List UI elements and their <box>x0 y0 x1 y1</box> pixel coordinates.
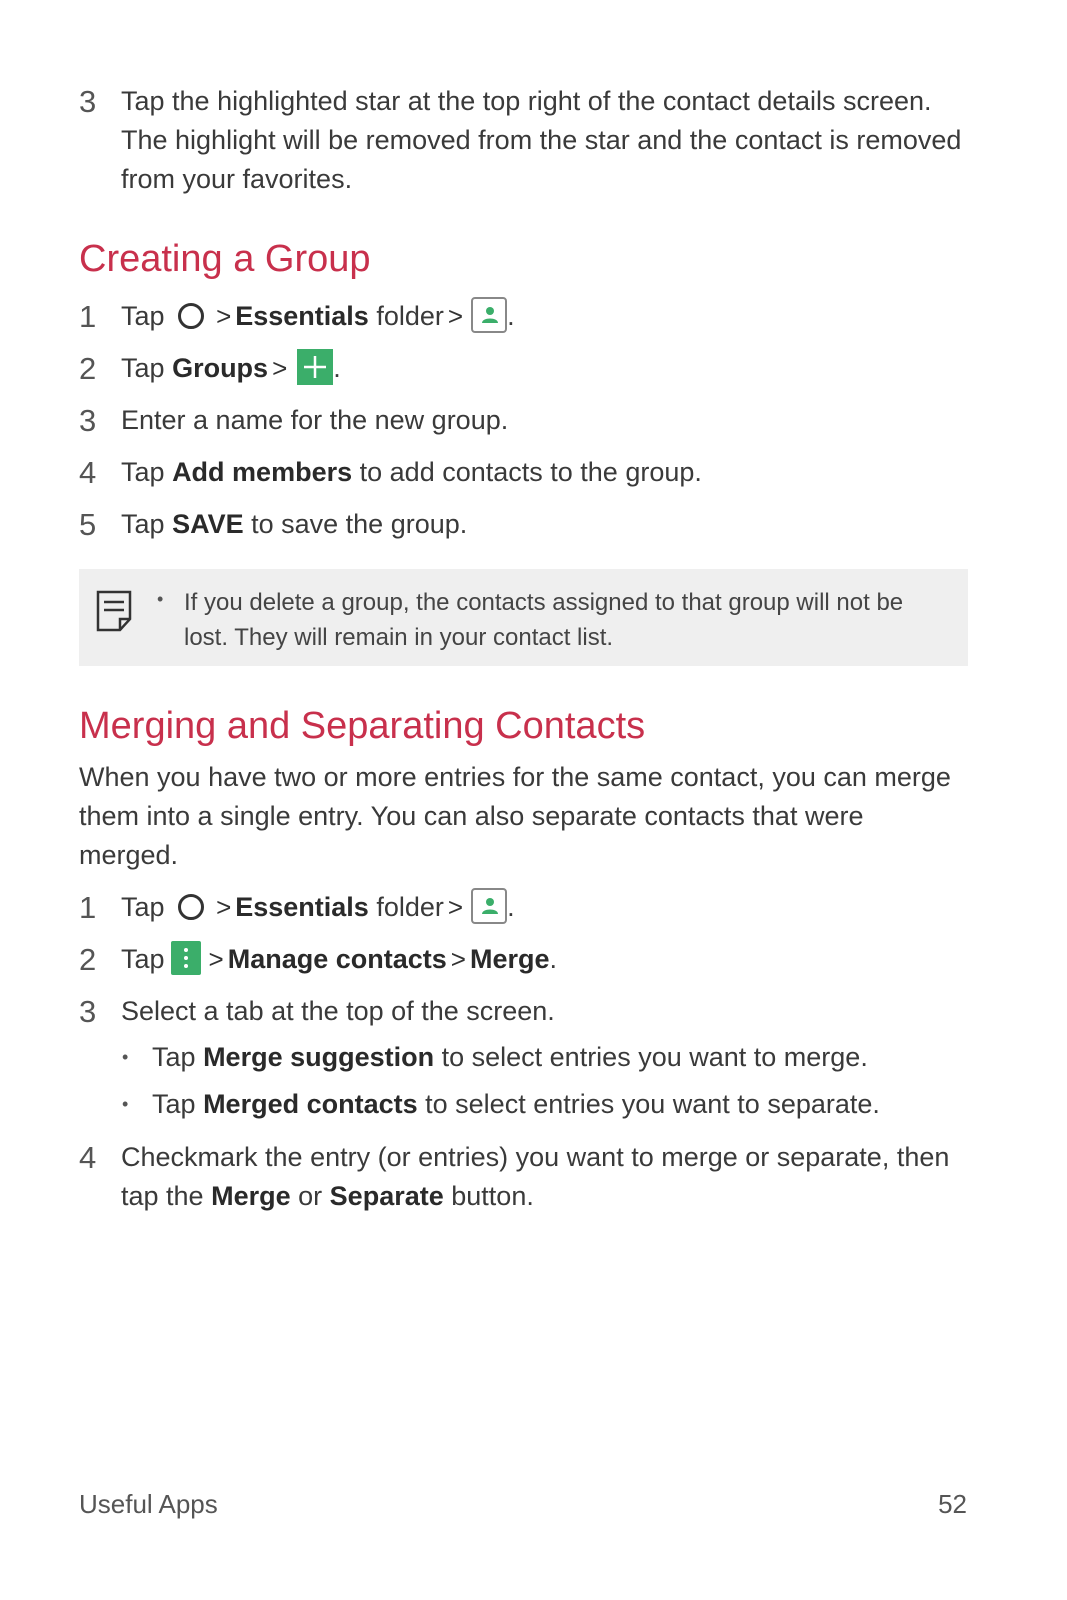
group-step-1: 1 Tap > Essentials folder > . <box>79 299 515 334</box>
group-step-4 <box>79 453 972 492</box>
chevron-right-icon: > <box>208 944 224 974</box>
section-title-creating-group: Creating a Group <box>79 238 371 280</box>
more-options-icon <box>171 941 201 975</box>
step-text: folder <box>376 301 444 332</box>
step-number: 3 <box>79 84 97 119</box>
chevron-right-icon: > <box>447 892 464 923</box>
contacts-app-icon <box>471 297 507 333</box>
page-number: 52 <box>938 1489 967 1519</box>
step-text: Enter a name for the new group. <box>121 405 509 435</box>
step-number: 1 <box>79 890 97 925</box>
step-bold: Add members <box>172 457 353 487</box>
step-text: or <box>298 1181 323 1211</box>
step-text: Tap <box>121 457 165 487</box>
home-circle-icon <box>178 894 204 920</box>
group-step-5 <box>79 505 972 544</box>
step-text: Tap the highlighted star at the top right of the contact details screen. The highlight will be removed from the star and the contact is removed from your favorites. <box>121 86 962 194</box>
step-text: to add contacts to the group. <box>359 457 702 487</box>
section-title-merging: Merging and Separating Contacts <box>79 705 646 747</box>
step-number: 2 <box>79 351 97 386</box>
step-number: 2 <box>79 942 97 977</box>
contacts-app-icon <box>471 888 507 924</box>
home-circle-icon <box>178 303 204 329</box>
step-text: to save the group. <box>251 509 468 539</box>
chevron-right-icon: > <box>450 944 466 974</box>
step-text: Tap <box>121 892 165 923</box>
step-text: Tap <box>121 509 165 539</box>
step-number: 3 <box>79 994 97 1029</box>
step-number: 4 <box>79 455 97 490</box>
step-text: Checkmark the entry (or entries) you want to merge or separate, then tap the <box>121 1142 950 1211</box>
step-text: Select a tab at the top of the screen. <box>121 996 555 1026</box>
bullet-icon: • <box>122 1094 129 1114</box>
group-step-2: 2 Tap Groups > . <box>79 351 341 386</box>
bullet-icon: • <box>122 1047 129 1067</box>
merge-step-1: 1 Tap > Essentials folder > . <box>79 890 515 925</box>
step-bold: Manage contacts <box>227 944 447 974</box>
chevron-right-icon: > <box>216 892 232 923</box>
step-bold: SAVE <box>172 509 244 539</box>
step-number: 1 <box>79 299 97 334</box>
step-bold: Essentials <box>235 301 369 332</box>
note-box <box>79 569 968 666</box>
step-text: Tap <box>121 301 165 332</box>
chevron-right-icon: > <box>272 353 288 384</box>
intro-step <box>79 82 972 199</box>
chevron-right-icon: > <box>216 301 232 332</box>
merge-step-3 <box>79 992 972 1031</box>
step-bold: Merge <box>211 1181 291 1211</box>
step-bold: Essentials <box>235 892 369 923</box>
chevron-right-icon: > <box>447 301 464 332</box>
sub-bullet: • Tap Merge suggestion to select entries you want to merge. <box>122 1038 972 1077</box>
note-text: If you delete a group, the contacts assigned to that group will not be lost. They will remain in your contact list. <box>184 589 904 651</box>
step-text: Tap <box>121 353 165 384</box>
add-plus-icon <box>297 349 333 385</box>
step-number: 3 <box>79 403 97 438</box>
step-text: folder <box>376 892 444 923</box>
section-intro: When you have two or more entries for the same contact, you can merge them into a single entry. You can also separate contacts that were merged. <box>79 762 951 870</box>
step-bold: Merge <box>469 944 550 974</box>
merge-step-4 <box>79 1138 972 1216</box>
step-bold: Groups <box>172 353 269 384</box>
step-number: 4 <box>79 1140 97 1175</box>
bullet-icon: • <box>157 589 164 609</box>
merge-step-2: 2 Tap > Manage contacts > Merge. <box>79 942 558 977</box>
step-text: button. <box>451 1181 534 1211</box>
note-icon <box>95 589 135 638</box>
group-step-3 <box>79 401 972 440</box>
footer-section-name: Useful Apps <box>79 1489 218 1519</box>
step-text: Tap <box>121 944 165 974</box>
step-bold: Separate <box>329 1181 444 1211</box>
sub-bullet: • Tap Merged contacts to select entries you want to separate. <box>122 1085 972 1124</box>
step-number: 5 <box>79 507 97 542</box>
